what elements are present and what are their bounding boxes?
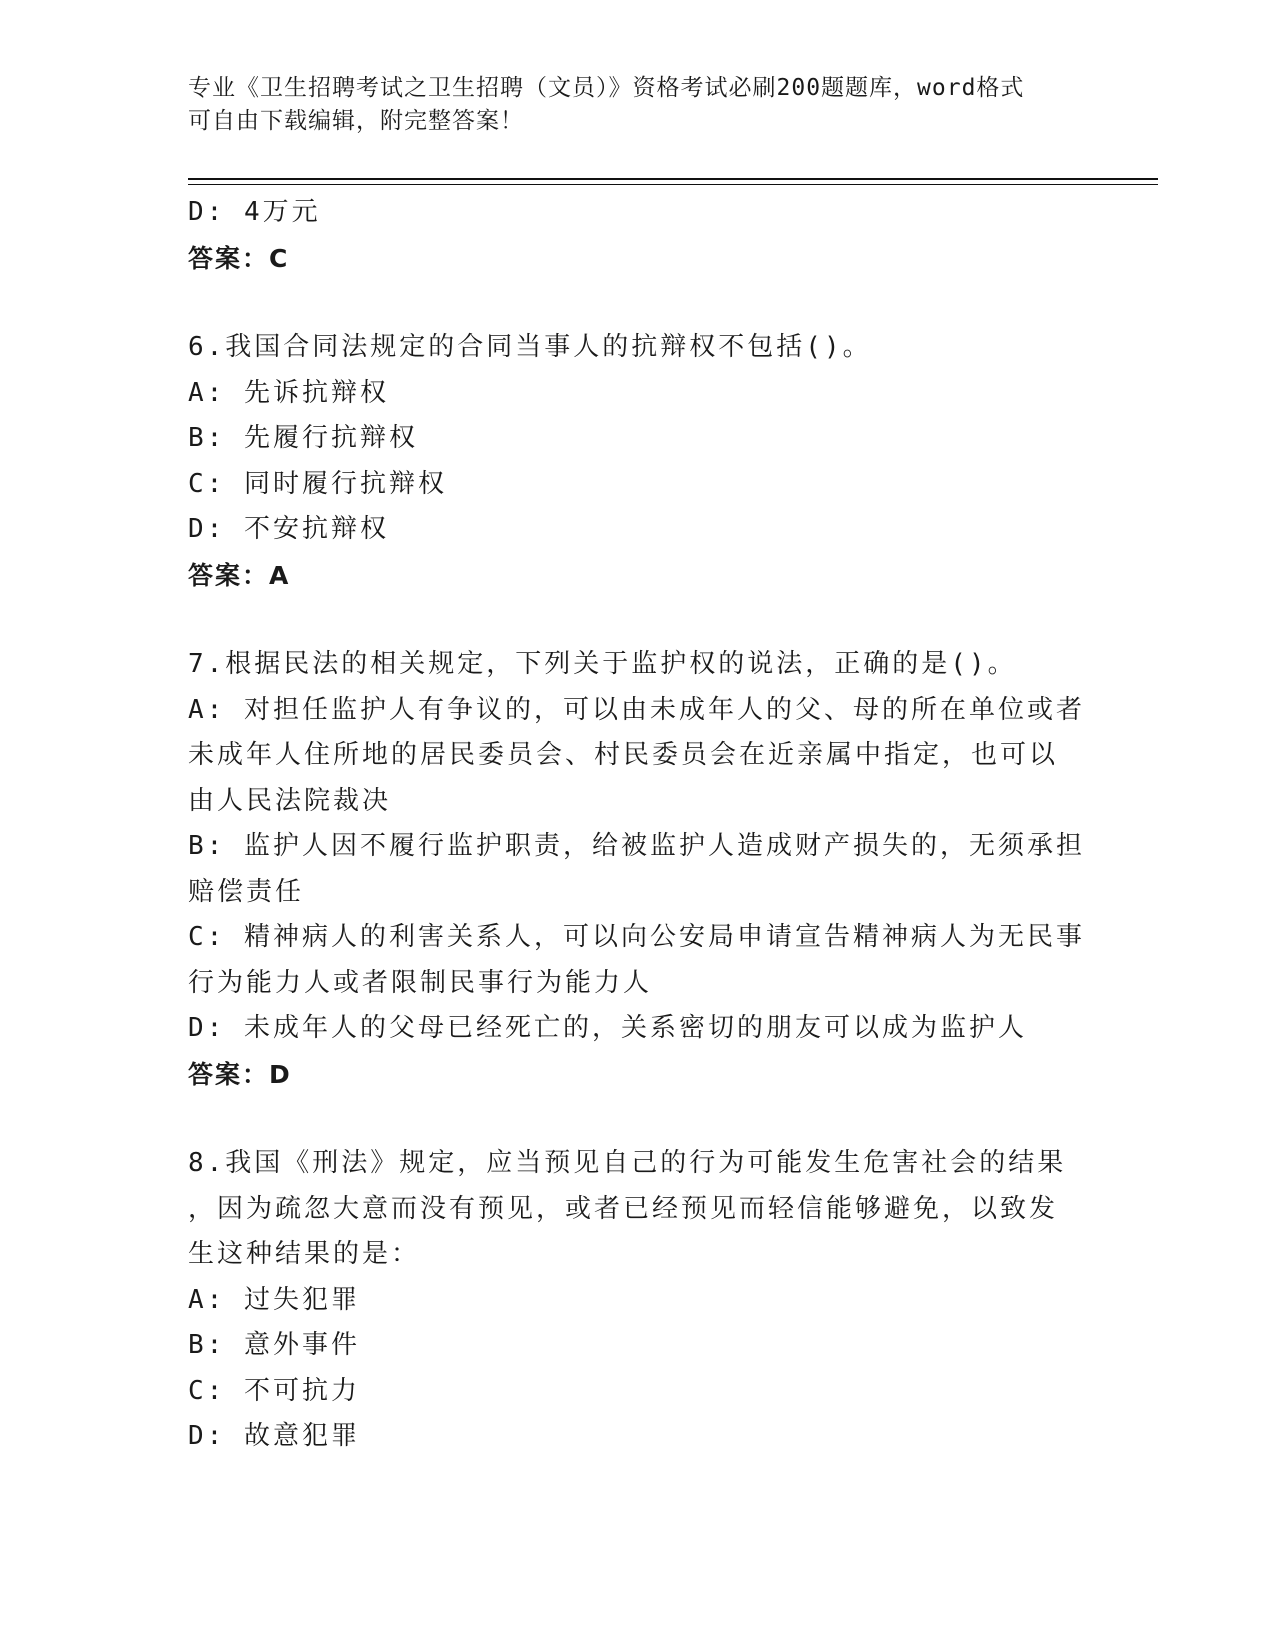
option-b: B: 先履行抗辩权 <box>188 423 418 453</box>
question-stem-line-3: 生这种结果的是： <box>188 1239 421 1269</box>
question-gap <box>188 281 1088 325</box>
option-b: B: 意外事件 <box>188 1330 360 1360</box>
question-stem: 6.我国合同法规定的合同当事人的抗辩权不包括()。 <box>188 332 872 362</box>
option-a-line-3: 由人民法院裁决 <box>188 785 392 816</box>
question-stem-line-1: 8.我国《刑法》规定，应当预见自己的行为可能发生危害社会的结果 <box>188 1148 1067 1178</box>
prev-question-answer: 答案：C <box>188 243 290 273</box>
question-6 <box>188 325 1088 598</box>
document-body <box>188 190 1088 1460</box>
question-stem-line-2: ，因为疏忽大意而没有预见，或者已经预见而轻信能够避免，以致发 <box>188 1193 1059 1224</box>
option-a: A: 先诉抗辩权 <box>188 377 389 408</box>
prev-question-option-d: D: 4万元 <box>188 197 321 227</box>
option-d: D: 故意犯罪 <box>188 1421 360 1451</box>
question-gap <box>188 598 1088 642</box>
option-c: C: 同时履行抗辩权 <box>188 468 447 499</box>
answer: 答案：D <box>188 1059 292 1089</box>
option-a-line-2: 未成年人住所地的居民委员会、村民委员会在近亲属中指定，也可以 <box>188 740 1059 770</box>
option-c-line-1: C: 精神病人的利害关系人，可以向公安局申请宣告精神病人为无民事 <box>188 922 1085 952</box>
header-rule-thick <box>188 178 1158 180</box>
option-c-line-2: 行为能力人或者限制民事行为能力人 <box>188 967 653 998</box>
header-title-line-2: 可自由下载编辑，附完整答案！ <box>188 108 524 134</box>
question-7 <box>188 642 1088 1097</box>
question-gap <box>188 1097 1088 1141</box>
answer: 答案：A <box>188 560 291 590</box>
option-d: D: 不安抗辩权 <box>188 514 389 544</box>
option-a-line-1: A: 对担任监护人有争议的，可以由未成年人的父、母的所在单位或者 <box>188 694 1085 725</box>
option-c: C: 不可抗力 <box>188 1375 360 1406</box>
header-rule-thin <box>188 184 1158 185</box>
question-stem: 7.根据民法的相关规定，下列关于监护权的说法，正确的是()。 <box>188 649 1017 679</box>
question-8 <box>188 1141 1088 1460</box>
option-a: A: 过失犯罪 <box>188 1284 360 1315</box>
option-b-line-1: B: 监护人因不履行监护职责，给被监护人造成财产损失的，无须承担 <box>188 831 1085 861</box>
option-d: D: 未成年人的父母已经死亡的，关系密切的朋友可以成为监护人 <box>188 1013 1027 1043</box>
option-b-line-2: 赔偿责任 <box>188 876 305 907</box>
page-header <box>188 72 1068 138</box>
header-title-line-1: 专业《卫生招聘考试之卫生招聘（文员）》资格考试必刷200题题库，word格式 <box>188 75 1025 101</box>
